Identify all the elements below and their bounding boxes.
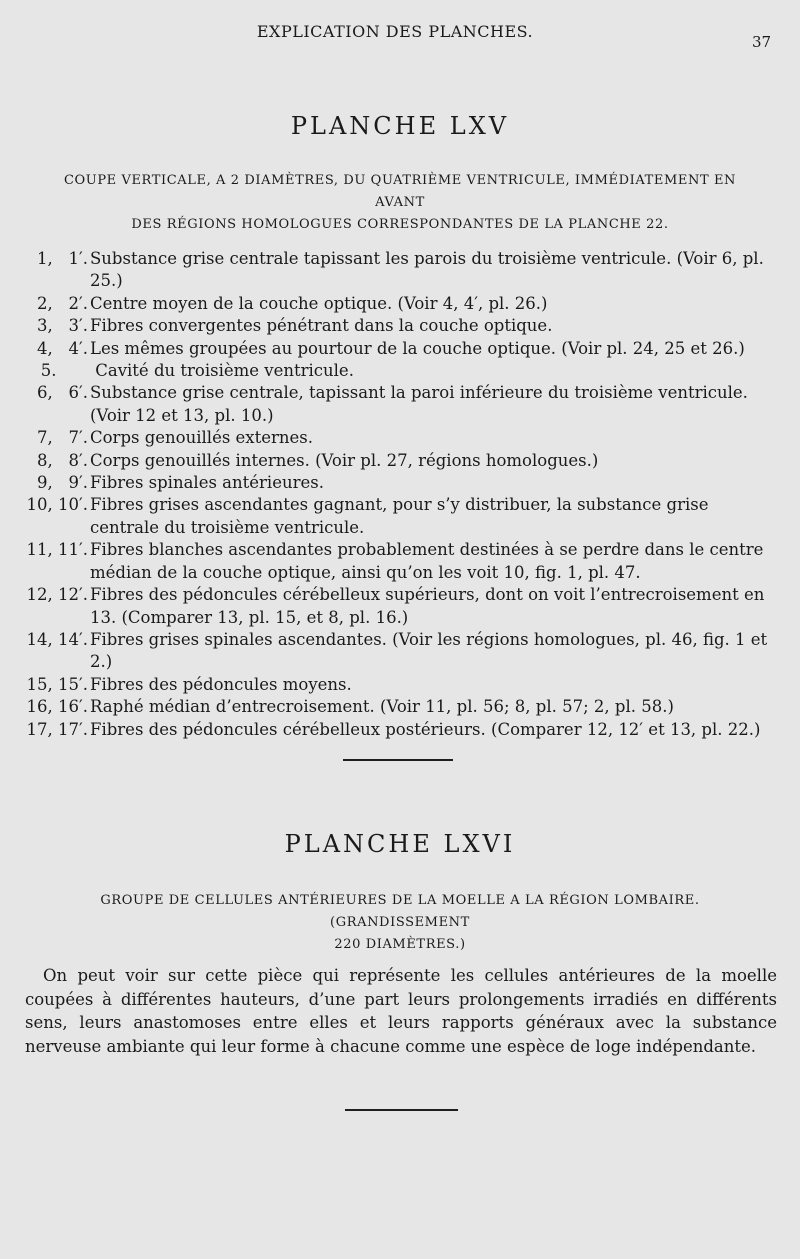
legend-entry [22,248,782,293]
running-head: EXPLICATION DES PLANCHES. [256,22,534,41]
legend-entry [22,539,782,584]
legend-entry-text: Les mêmes groupées au pourtour de la couche optique. (Voir pl. 24, 25 et 26.) [90,338,745,358]
legend-entry [22,629,782,674]
legend-entry-number: 2, 2′. [37,293,88,313]
section-divider [343,759,453,761]
page-number: 37 [752,33,772,51]
plate-65-legend [22,248,782,741]
legend-entry-number: 5. [40,361,88,381]
plate-66-title: PLANCHE LXVI [284,830,516,858]
plate-65-caption-line1: COUPE VERTICALE, A 2 DIAMÈTRES, DU QUATRIÈME VENTRICULE, IMMÉDIATEMENT EN AVANT [63,173,737,210]
legend-entry [22,674,782,696]
plate-66-caption-line1: GROUPE DE CELLULES ANTÉRIEURES DE LA MOELLE A LA RÉGION LOMBAIRE. (GRANDISSEMENT [100,893,700,930]
legend-entry [22,719,782,741]
legend-entry-text: Fibres blanches ascendantes probablement destinées à se perdre dans le centre médian de la couche optique, ainsi qu’on les voit 10, fig. 1, pl. 47. [90,540,764,582]
legend-entry [22,696,782,718]
plate-66-caption-line2: 220 DIAMÈTRES.) [334,937,466,952]
legend-entry-number: 7, 7′. [37,428,88,448]
legend-entry [22,472,782,494]
legend-entry-text: Substance grise centrale tapissant les parois du troisième ventricule. (Voir 6, pl. 25.) [90,249,764,291]
legend-entry [22,315,782,337]
legend-entry-text: Fibres spinales antérieures. [90,473,324,493]
legend-entry [22,382,782,427]
legend-entry-number: 6, 6′. [37,383,88,403]
legend-entry [22,584,782,629]
legend-entry-text: Fibres convergentes pénétrant dans la couche optique. [90,316,553,336]
legend-entry-text: Raphé médian d’entrecroisement. (Voir 11, pl. 56; 8, pl. 57; 2, pl. 58.) [90,697,674,717]
plate-65-title: PLANCHE LXV [290,112,510,140]
legend-entry-number: 8, 8′. [37,450,88,470]
legend-entry-text: Fibres grises ascendantes gagnant, pour s’y distribuer, la substance grise centrale du troisième ventricule. [90,495,709,537]
legend-entry-text: Cavité du troisième ventricule. [90,361,354,381]
legend-entry [22,494,782,539]
plate-65-caption-line2: DES RÉGIONS HOMOLOGUES CORRESPONDANTES DE LA PLANCHE 22. [131,217,669,232]
legend-entry [22,450,782,472]
legend-entry-number: 12, 12′. [26,585,88,605]
plate-66-caption [40,890,760,956]
legend-entry-text: Centre moyen de la couche optique. (Voir 4, 4′, pl. 26.) [90,293,548,313]
end-divider [345,1109,458,1111]
legend-entry-number: 4, 4′. [37,338,88,358]
legend-entry-text: Fibres des pédoncules cérébelleux postérieurs. (Comparer 12, 12′ et 13, pl. 22.) [90,719,761,739]
legend-entry [22,360,782,382]
legend-entry-number: 17, 17′. [26,719,88,739]
legend-entry-number: 14, 14′. [26,629,88,649]
plate-66-description: On peut voir sur cette pièce qui représente les cellules antérieures de la moelle coupées à différentes hauteurs, d’une part leurs prolongements irradiés en différents sens, leurs anastomoses entre elles et leurs rapports généraux avec la substance nerveuse ambiante qui leur forme à chacune comme une espèce de loge indépendante. [25,966,777,1056]
legend-entry-text: Fibres des pédoncules moyens. [90,674,352,694]
legend-entry-number: 16, 16′. [26,697,88,717]
legend-entry-number: 10, 10′. [26,495,88,515]
legend-entry-number: 3, 3′. [37,316,88,336]
legend-entry-text: Substance grise centrale, tapissant la paroi inférieure du troisième ventricule. (Voir 12 et 13, pl. 10.) [90,383,748,425]
legend-entry [22,293,782,315]
legend-entry-text: Fibres grises spinales ascendantes. (Voir les régions homologues, pl. 46, fig. 1 et 2.) [90,629,768,672]
legend-entry-number: 11, 11′. [26,540,88,560]
legend-entry [22,427,782,449]
legend-entry-number: 9, 9′. [37,473,88,493]
legend-entry [22,338,782,360]
legend-entry-text: Corps genouillés internes. (Voir pl. 27, régions homologues.) [90,450,599,470]
legend-entry-text: Fibres des pédoncules cérébelleux supérieurs, dont on voit l’entrecroisement en 13. (Comparer 13, pl. 15, et 8, pl. 16.) [90,585,765,627]
legend-entry-number: 15, 15′. [26,674,88,694]
legend-entry-number: 1, 1′. [37,249,88,268]
legend-entry-text: Corps genouillés externes. [90,428,313,448]
plate-65-caption [40,170,760,236]
